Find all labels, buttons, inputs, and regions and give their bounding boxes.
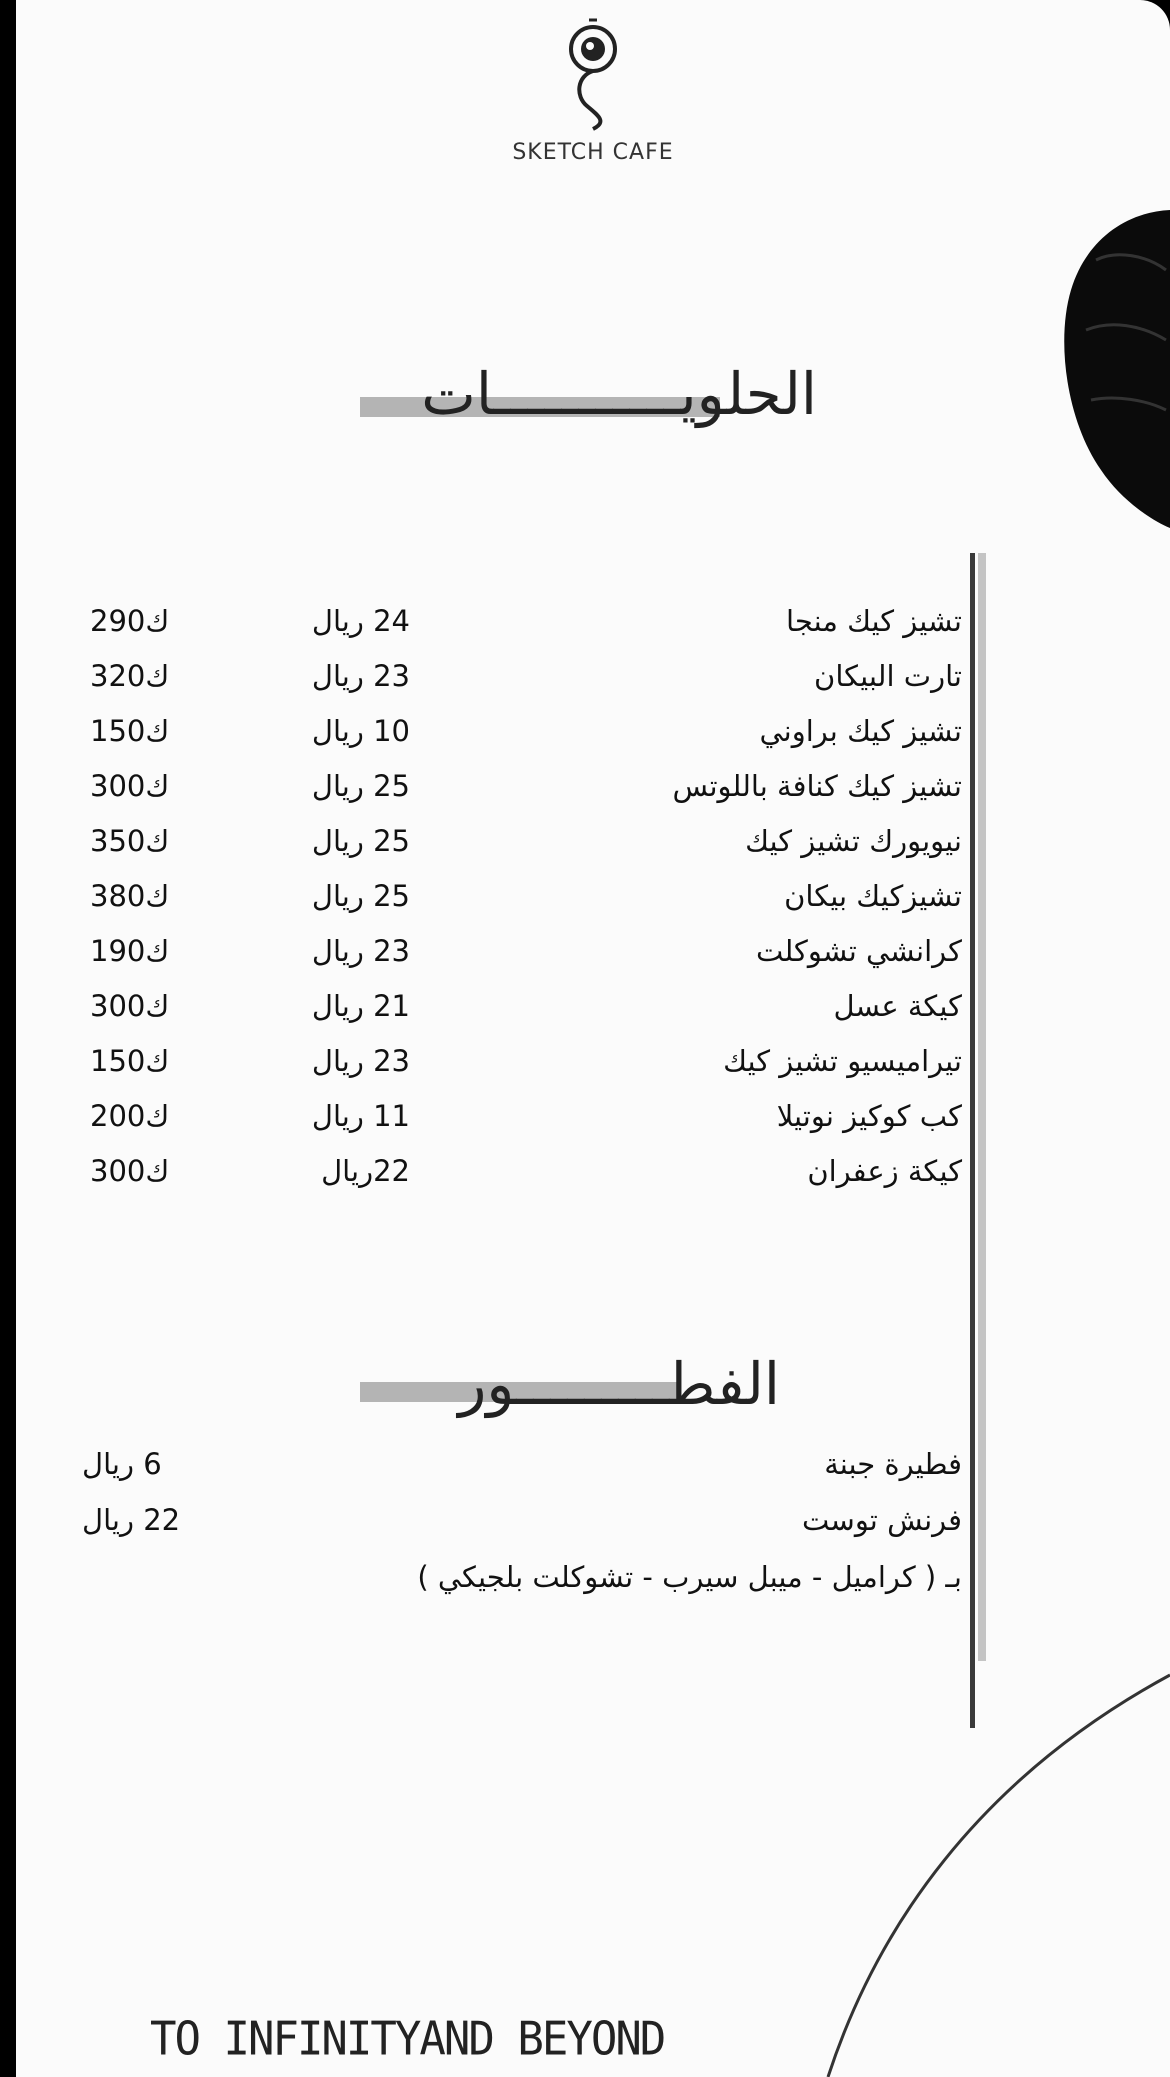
menu-item-row [16,934,1170,974]
item-calories: 380ك [90,879,170,913]
sweets-section-title: الحلويـــــــــــات [421,360,817,428]
item-name: كرانشي تشوكلت [755,934,962,968]
item-calories: 290ك [90,604,170,638]
menu-item-row [16,1044,1170,1084]
item-calories: 200ك [90,1099,170,1133]
menu-item-row [16,1447,1170,1487]
item-name: تارت البيكان [814,659,962,693]
breakfast-section-title: الفطـــــــــور [458,1350,780,1418]
item-name: فرنش توست [802,1503,962,1537]
menu-item-row [16,769,1170,809]
item-price: 25 ريال [311,769,410,803]
item-price: 24 ريال [311,604,410,638]
item-name: فطيرة جبنة [824,1447,962,1481]
item-calories: 150ك [90,714,170,748]
item-calories: 300ك [90,769,170,803]
sketch-cafe-logo-icon [563,14,623,134]
item-price: 25 ريال [311,879,410,913]
menu-item-row [16,659,1170,699]
item-price: 11 ريال [311,1099,410,1133]
menu-item-row [16,989,1170,1029]
decoration-layer [16,0,1170,2077]
menu-item-row [16,714,1170,754]
ink-blot [1064,210,1170,528]
item-name: تشيز كيك منجا [786,604,962,638]
item-name: كيكة عسل [833,989,962,1023]
item-price: 21 ريال [311,989,410,1023]
item-name: نيويورك تشيز كيك [745,824,962,858]
menu-item-row [16,879,1170,919]
item-price: 23 ريال [311,934,410,968]
item-name: تيراميسيو تشيز كيك [723,1044,962,1078]
menu-item-row [16,1154,1170,1194]
menu-item-row [16,1099,1170,1139]
item-calories: 320ك [90,659,170,693]
menu-page [16,0,1170,2077]
item-calories: 300ك [90,1154,170,1188]
item-name: كب كوكيز نوتيلا [776,1099,962,1133]
item-calories: 150ك [90,1044,170,1078]
brand-name: SKETCH CAFE [512,140,674,165]
item-price: 23 ريال [311,659,410,693]
item-price: 22ريال [321,1154,410,1188]
item-name: تشيزكيك بيكان [784,879,962,913]
item-calories: 190ك [90,934,170,968]
item-name: تشيز كيك كنافة باللوتس [672,769,962,803]
arc-line [828,1675,1170,2077]
toppings-note: بـ ( كراميل - ميبل سيرب - تشوكلت بلجيكي ) [417,1560,962,1594]
item-calories: 350ك [90,824,170,858]
item-calories: 300ك [90,989,170,1023]
menu-item-row [16,1503,1170,1543]
item-price: 10 ريال [311,714,410,748]
menu-item-row [16,824,1170,864]
item-price: 6 ريال [82,1447,162,1481]
logo [16,14,1170,138]
item-price: 23 ريال [311,1044,410,1078]
menu-item-row [16,604,1170,644]
item-name: كيكة زعفران [807,1154,962,1188]
item-price: 22 ريال [82,1503,181,1537]
tagline: TO INFINITYAND BEYOND [150,2012,665,2067]
item-price: 25 ريال [311,824,410,858]
item-name: تشيز كيك براوني [759,714,962,748]
